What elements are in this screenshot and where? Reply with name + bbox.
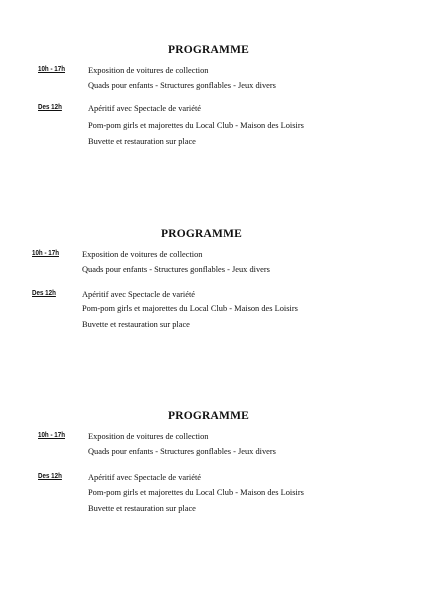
programme-title: PROGRAMME: [168, 410, 250, 422]
time-label-10h-17h: 10h - 17h: [32, 248, 59, 257]
programme-title: PROGRAMME: [161, 228, 243, 240]
time-label-10h-17h: 10h - 17h: [38, 64, 65, 73]
time-label-des-12h: Des 12h: [38, 471, 62, 480]
time-label-10h-17h: 10h - 17h: [38, 430, 65, 439]
activity-line: Exposition de voitures de collection: [88, 432, 209, 441]
activity-line: Buvette et restauration sur place: [82, 320, 190, 329]
activity-line: Pom-pom girls et majorettes du Local Club - Maison des Loisirs: [88, 488, 304, 497]
time-label-des-12h: Des 12h: [38, 102, 62, 111]
activity-line: Quads pour enfants - Structures gonflables - Jeux divers: [82, 265, 270, 274]
activity-line: Apéritif avec Spectacle de variété: [88, 473, 201, 482]
activity-line: Buvette et restauration sur place: [88, 504, 196, 513]
activity-line: Exposition de voitures de collection: [82, 250, 203, 259]
activity-line: Apéritif avec Spectacle de variété: [88, 104, 201, 113]
activity-line: Pom-pom girls et majorettes du Local Club - Maison des Loisirs: [82, 304, 298, 313]
activity-line: Quads pour enfants - Structures gonflables - Jeux divers: [88, 447, 276, 456]
time-label-des-12h: Des 12h: [32, 288, 56, 297]
activity-line: Buvette et restauration sur place: [88, 137, 196, 146]
activity-line: Quads pour enfants - Structures gonflables - Jeux divers: [88, 81, 276, 90]
programme-title: PROGRAMME: [168, 44, 250, 56]
activity-line: Exposition de voitures de collection: [88, 66, 209, 75]
activity-line: Pom-pom girls et majorettes du Local Club - Maison des Loisirs: [88, 121, 304, 130]
activity-line: Apéritif avec Spectacle de variété: [82, 290, 195, 299]
